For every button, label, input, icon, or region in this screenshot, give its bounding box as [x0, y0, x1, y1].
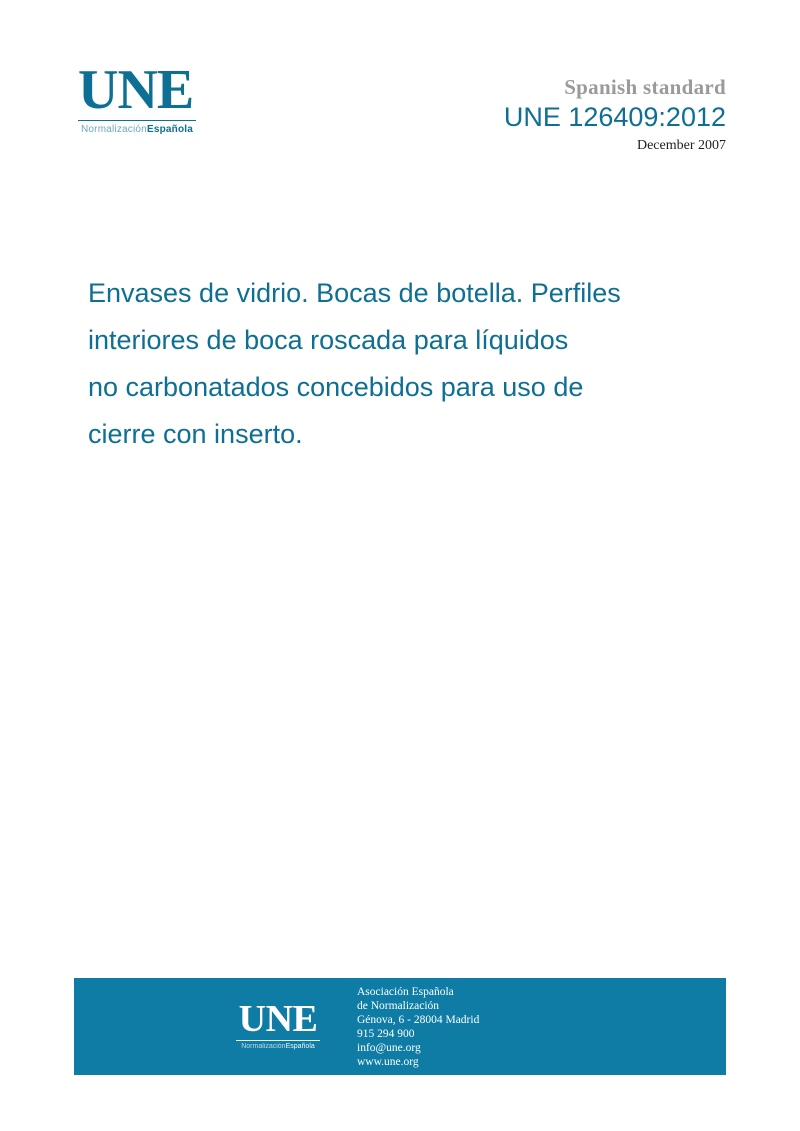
footer-website[interactable]: www.une.org	[357, 1055, 419, 1068]
page-title-line-1: Envases de vidrio. Bocas de botella. Perfiles	[88, 278, 621, 308]
footer-phone: 915 294 900	[357, 1027, 415, 1040]
footer-tagline-normalizacion: Normalización	[241, 1042, 286, 1050]
page-header	[0, 59, 800, 172]
standard-date: December 2007	[636, 138, 726, 153]
une-logo	[78, 59, 318, 135]
footer-address-line-3: Génova, 6 - 28004 Madrid	[357, 1013, 480, 1026]
footer-une-logo-wordmark: UNE	[238, 997, 318, 1040]
page-title-line-2: interiores de boca roscada para líquidos	[88, 325, 569, 355]
footer-une-logo	[213, 997, 343, 1054]
standard-kind-label: Spanish standard	[564, 75, 726, 99]
footer-email[interactable]: info@une.org	[357, 1041, 421, 1054]
une-logo-tagline-normalizacion: Normalización	[80, 124, 147, 135]
page-title-line-3: no carbonatados concebidos para uso de	[88, 372, 584, 402]
footer-address	[357, 985, 587, 1069]
standard-code: UNE 126409:2012	[503, 102, 726, 132]
une-logo-tagline-espanola: Española	[146, 124, 194, 135]
footer-address-line-1: Asociación Española	[357, 985, 454, 998]
footer-address-line-2: de Normalización	[357, 999, 440, 1012]
une-logo-wordmark: UNE	[78, 59, 194, 121]
title-block	[88, 270, 738, 458]
une-logo-tagline	[78, 120, 196, 135]
footer-une-logo-tagline	[236, 1040, 320, 1050]
standard-identification	[504, 74, 726, 156]
footer-tagline-espanola: Española	[285, 1042, 315, 1050]
page-footer	[74, 978, 726, 1075]
footer-content	[74, 978, 726, 1075]
page-title-line-4: cierre con inserto.	[88, 419, 303, 449]
